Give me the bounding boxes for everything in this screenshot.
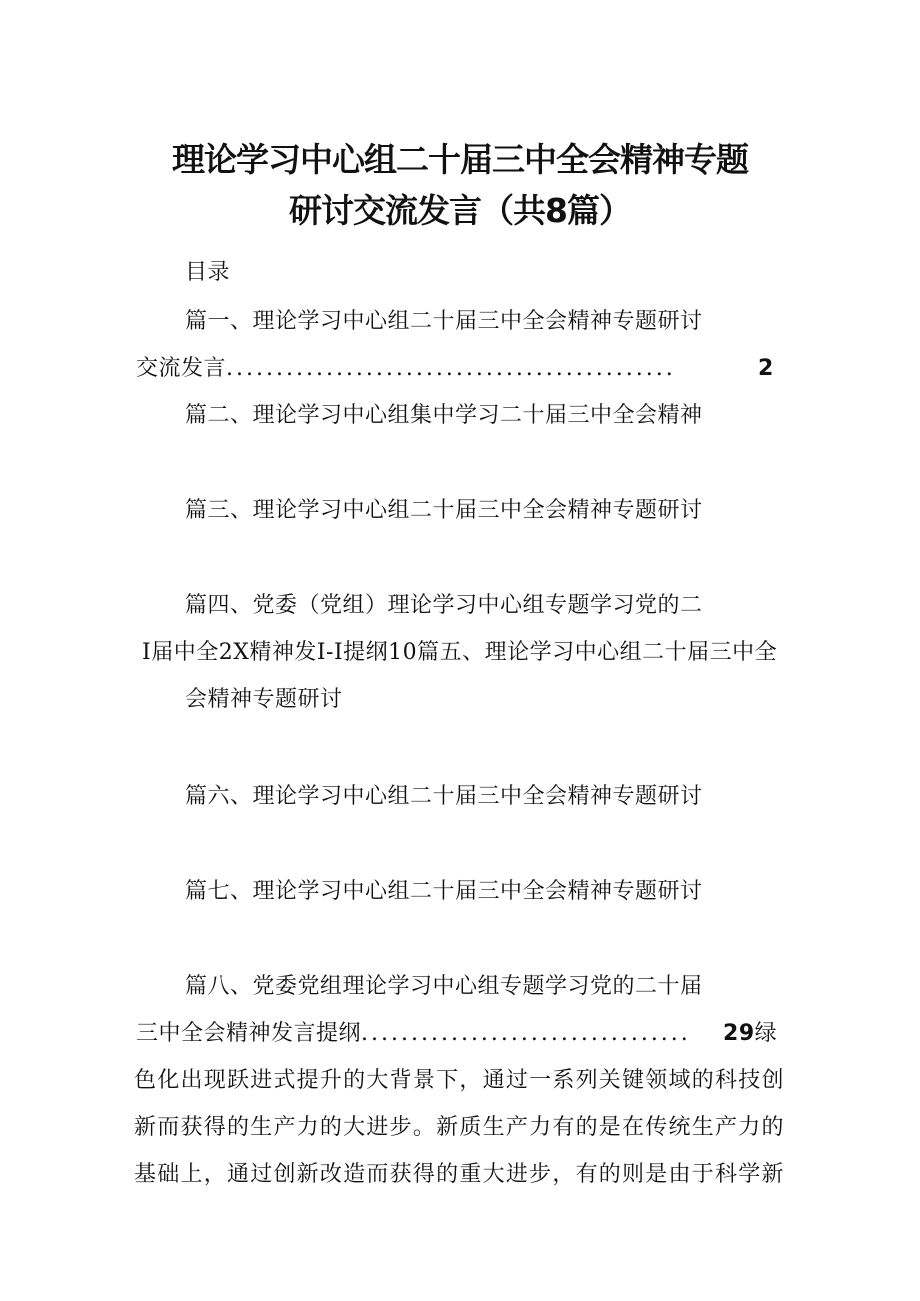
document-title-line-2: 研讨交流发言（共8篇） bbox=[289, 191, 631, 230]
toc-entry-1-line-1: 篇一、理论学习中心组二十届三中全会精神专题研讨 bbox=[185, 309, 703, 334]
toc-entry-4-line-1: 篇四、党委（党组）理论学习中心组专题学习党的二 bbox=[185, 593, 703, 618]
toc-entry-8-text: 三中全会精神发言提纲 bbox=[136, 1021, 362, 1046]
body-line: 新而获得的生产力的大进步。新质生产力有的是在传统生产力的 bbox=[134, 1115, 784, 1140]
document-title-line-1: 理论学习中心组二十届三中全会精神专题 bbox=[172, 140, 748, 179]
toc-leader-dots: ............................................. bbox=[226, 356, 676, 381]
toc-entry-4-line-2: I届中全2X精神发I-I提纲10篇五、理论学习中心组二十届三中全 bbox=[142, 640, 778, 665]
toc-entry-1-text: 交流发言 bbox=[136, 356, 227, 381]
toc-entry-2: 篇二、理论学习中心组集中学习二十届三中全会精神 bbox=[185, 403, 703, 428]
toc-page-number: 29 bbox=[723, 1021, 755, 1046]
toc-entry-1-line-2 bbox=[136, 354, 776, 384]
toc-entry-4-line-3: 会精神专题研讨 bbox=[185, 687, 343, 712]
toc-entry-6: 篇六、理论学习中心组二十届三中全会精神专题研讨 bbox=[185, 784, 703, 809]
toc-page-number: 2 bbox=[758, 356, 774, 381]
body-text-start: 绿 bbox=[754, 1021, 778, 1046]
toc-heading: 目录 bbox=[185, 260, 231, 285]
body-line: 基础上，通过创新改造而获得的重大进步，有的则是由于科学新 bbox=[134, 1162, 784, 1187]
toc-leader-dots: ................................. bbox=[361, 1021, 691, 1046]
toc-entry-3: 篇三、理论学习中心组二十届三中全会精神专题研讨 bbox=[185, 498, 703, 523]
toc-entry-8-line-1: 篇八、党委党组理论学习中心组专题学习党的二十届 bbox=[185, 974, 703, 999]
body-line: 色化出现跃进式提升的大背景下，通过一系列关键领域的科技创 bbox=[134, 1068, 784, 1093]
toc-entry-8-line-2 bbox=[136, 1019, 786, 1049]
toc-entry-7: 篇七、理论学习中心组二十届三中全会精神专题研讨 bbox=[185, 879, 703, 904]
